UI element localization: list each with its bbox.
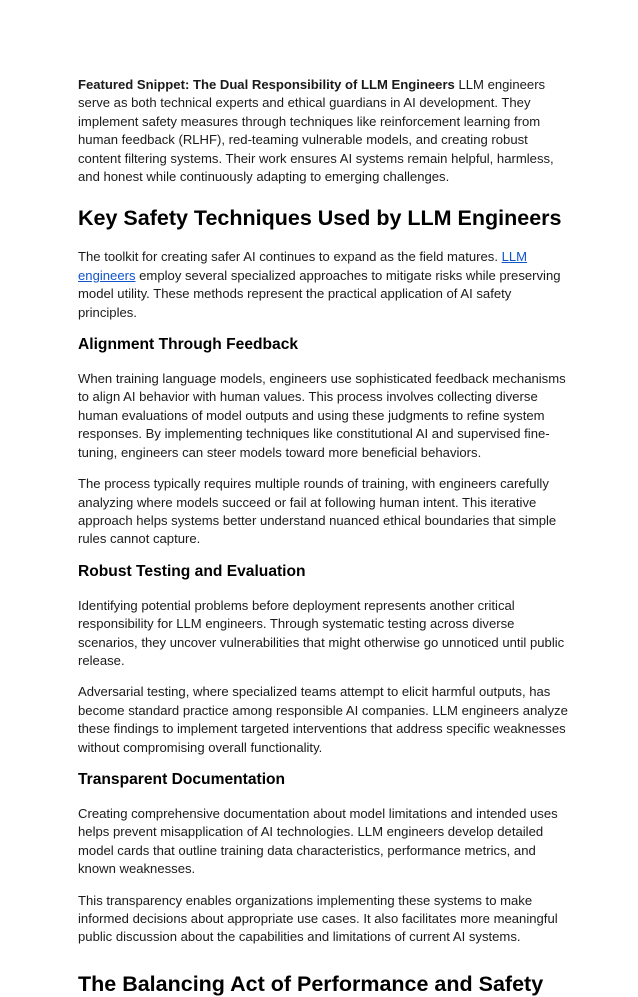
alignment-paragraph-1: When training language models, engineers use sophisticated feedback mechanisms to align AI behavior with human values. This process involves collecting diverse human evaluations of model outputs and using these judgments to refine system responses. By implementing techniques like constitutional AI and supervised fine-tuning, engineers can steer models toward more beneficial behaviors. — [78, 371, 566, 460]
featured-snippet-label: Featured Snippet: The Dual Responsibility of LLM Engineers — [78, 77, 455, 92]
toolkit-paragraph — [78, 248, 568, 322]
heading-key-safety-techniques: Key Safety Techniques Used by LLM Engineers — [78, 206, 562, 231]
llm-engineers-link[interactable]: LLM engineers — [78, 249, 528, 283]
heading-balancing-act: The Balancing Act of Performance and Safety — [78, 971, 544, 996]
toolkit-text-after: employ several specialized approaches to mitigate risks while preserving model utility. These methods represent the practical application of AI safety principles. — [78, 267, 561, 320]
toolkit-text-before: The toolkit for creating safer AI continues to expand as the field matures. — [78, 249, 502, 265]
documentation-paragraph-1: Creating comprehensive documentation about model limitations and intended uses helps prevent misapplication of AI technologies. LLM engineers develop detailed model cards that outline training data characteristics, performance metrics, and known weaknesses. — [78, 805, 558, 877]
featured-snippet-text: LLM engineers serve as both technical experts and ethical guardians in AI development. They implement safety measures through techniques like reinforcement learning from human feedback (RLHF), red-teaming vulnerable models, and creating robust content filtering systems. Their work ensures AI systems remain helpful, harmless, and honest while continuously adapting to emerging challenges. — [78, 77, 554, 185]
testing-paragraph-1: Identifying potential problems before deployment represents another critical responsibility for LLM engineers. Through systematic testing across diverse scenarios, they uncover vulnerabilities that might otherwise go unnoticed until public release. — [78, 597, 565, 668]
documentation-paragraph-2: This transparency enables organizations implementing these systems to make informed decisions about appropriate use cases. It also facilitates more meaningful public discussion about the capabilities and limitations of current AI systems. — [78, 892, 558, 945]
heading-alignment-through-feedback: Alignment Through Feedback — [78, 336, 299, 354]
heading-transparent-documentation: Transparent Documentation — [78, 770, 286, 788]
heading-robust-testing: Robust Testing and Evaluation — [78, 562, 306, 580]
alignment-paragraph-2: The process typically requires multiple rounds of training, with engineers carefully analyzing where models succeed or fail at following human intent. This iterative approach helps systems better understand nuanced ethical boundaries that simple rules cannot capture. — [78, 476, 557, 547]
testing-paragraph-2: Adversarial testing, where specialized teams attempt to elicit harmful outputs, has become standard practice among responsible AI companies. LLM engineers analyze these findings to implement targeted interventions that address specific weaknesses without compromising overall functionality. — [78, 684, 568, 755]
featured-snippet-paragraph — [78, 76, 568, 186]
